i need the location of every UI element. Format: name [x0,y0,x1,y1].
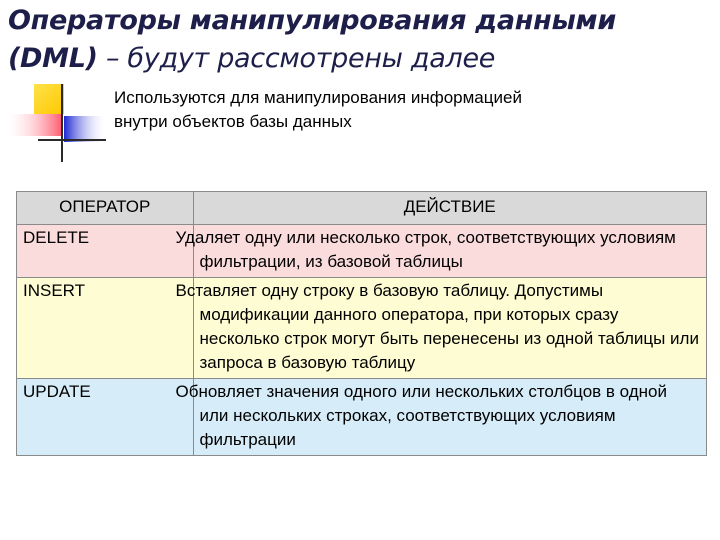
decorative-squares-graphic [8,84,108,164]
title-dml: (DML) [8,43,98,74]
blue-square [64,116,104,142]
red-square [8,114,62,136]
yellow-square [34,84,64,114]
table-row [17,225,707,278]
title-line-1: Операторы манипулирования данными [8,5,616,36]
header-operator: ОПЕРАТОР [17,192,194,225]
intro-text [114,86,674,134]
table-header-row [17,192,707,225]
title-rest: – будут рассмотрены далее [97,43,496,74]
operator-cell: DELETE [17,225,194,278]
operator-cell: INSERT [17,278,194,379]
slide-title [8,2,713,78]
action-cell: Обновляет значения одного или нескольких столбцов в одной или нескольких строках, соответствующих условиям фильтрации [193,379,707,456]
table-row [17,379,707,456]
dml-operators-table [16,191,707,456]
header-action: ДЕЙСТВИЕ [193,192,707,225]
operator-cell: UPDATE [17,379,194,456]
action-cell: Удаляет одну или несколько строк, соответствующих условиям фильтрации, из базовой таблицы [193,225,707,278]
intro-line-2: внутри объектов базы данных [114,112,352,131]
action-cell: Вставляет одну строку в базовую таблицу. Допустимы модификации данного оператора, при которых сразу несколько строк могут быть перенесены из одной таблицы или запроса в базовую таблицу [193,278,707,379]
table-row [17,278,707,379]
intro-line-1: Используются для манипулирования информацией [114,88,522,107]
